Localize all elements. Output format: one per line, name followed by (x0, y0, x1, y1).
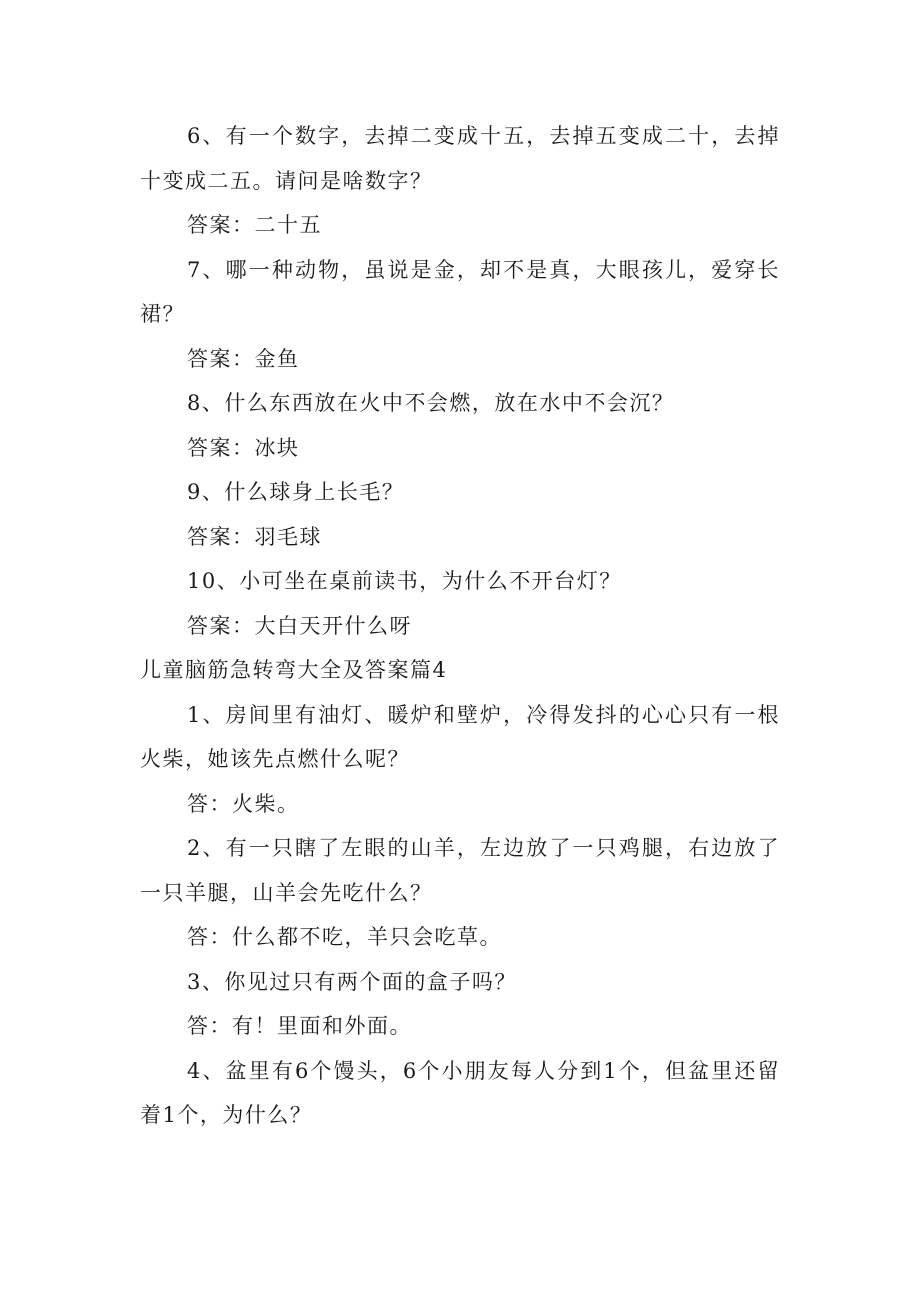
section-heading: 儿童脑筋急转弯大全及答案篇4 (140, 658, 448, 682)
question-7: 7、哪一种动物，虽说是金，却不是真，大眼孩儿，爱穿长裙？ (140, 257, 780, 326)
question-8: 8、什么东西放在火中不会燃，放在水中不会沉？ (187, 391, 675, 415)
answer-10: 答案：大白天开什么呀 (187, 613, 412, 638)
question-10: 10、小可坐在桌前读书，为什么不开台灯？ (187, 569, 622, 593)
question-3: 3、你见过只有两个面的盒子吗？ (187, 969, 517, 994)
answer-3: 答：有！里面和外面。 (187, 1014, 412, 1038)
question-2: 2、有一只瞎了左眼的山羊，左边放了一只鸡腿，右边放了一只羊腿，山羊会先吃什么？ (140, 836, 780, 905)
answer-6: 答案：二十五 (187, 213, 322, 237)
question-9: 9、什么球身上长毛？ (187, 480, 405, 504)
question-6: 6、有一个数字，去掉二变成十五，去掉五变成二十，去掉十变成二五。请问是啥数字？ (140, 124, 780, 193)
question-4: 4、盆里有6个馒头，6个小朋友每人分到1个，但盆里还留着1个，为什么？ (140, 1058, 780, 1127)
question-1: 1、房间里有油灯、暖炉和壁炉，冷得发抖的心心只有一根火柴，她该先点燃什么呢？ (140, 702, 780, 771)
answer-9: 答案：羽毛球 (187, 524, 322, 549)
document-body (140, 114, 780, 1138)
answer-1: 答：火柴。 (187, 791, 300, 816)
answer-8: 答案：冰块 (187, 435, 300, 460)
answer-7: 答案：金鱼 (187, 346, 300, 371)
answer-2: 答：什么都不吃，羊只会吃草。 (187, 925, 502, 949)
